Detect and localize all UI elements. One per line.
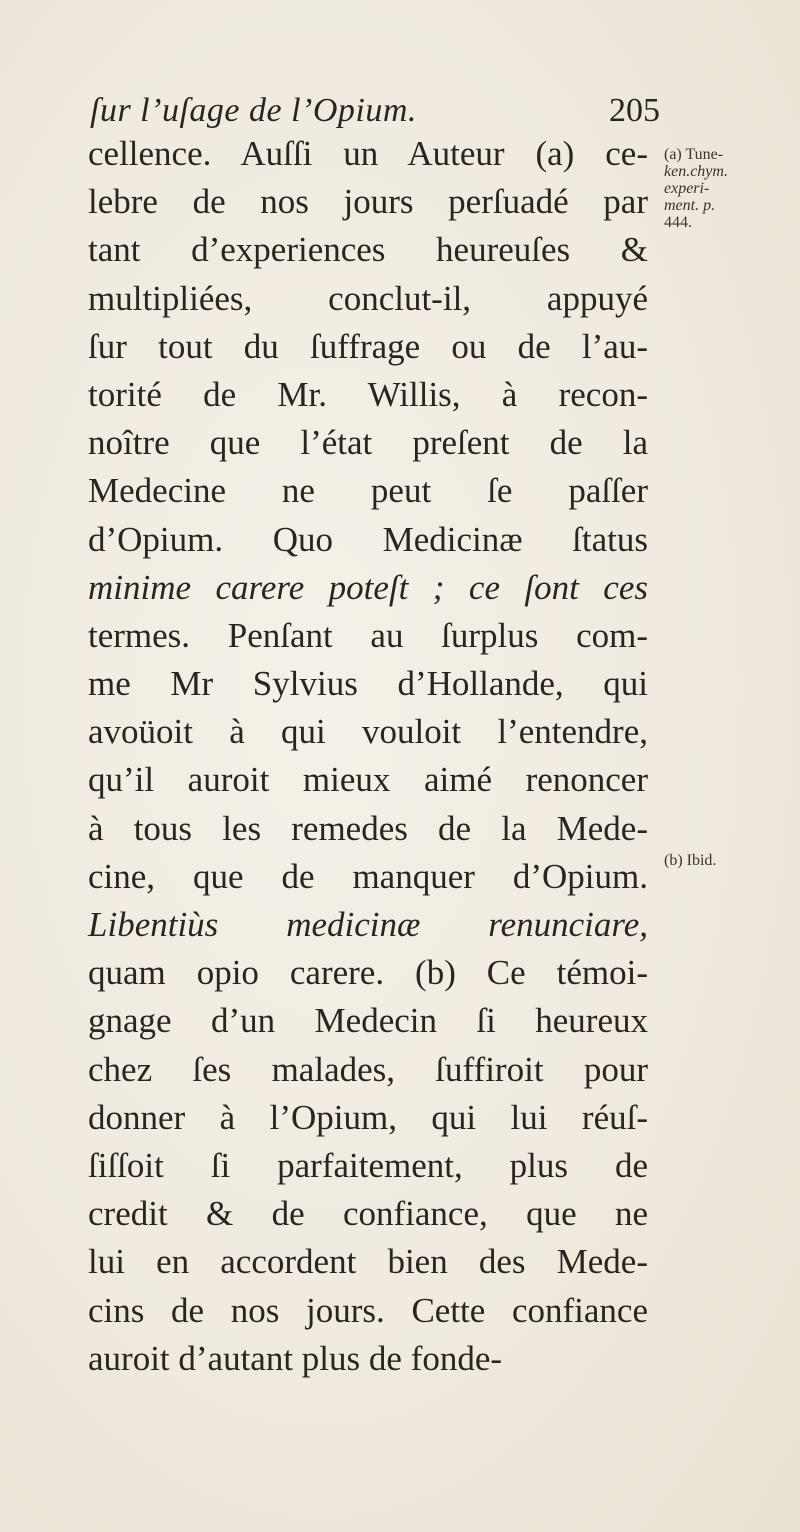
- text-line: multipliées, conclut-il, appuyé: [88, 278, 648, 318]
- text-line: cine, que de manquer d’Opium.: [88, 856, 648, 896]
- text-line: chez ſes malades, ſuffiroit pour: [88, 1049, 648, 1089]
- margin-note-line: (a) Tune-: [664, 146, 724, 163]
- text-line: lui en accordent bien des Mede-: [88, 1242, 648, 1282]
- text-line: minime carere poteſt ; ce ſont ces: [88, 567, 648, 607]
- body-text: [88, 130, 648, 1383]
- text-line: credit & de confiance, que ne: [88, 1194, 648, 1234]
- text-line: avoüoit à qui vouloit l’entendre,: [88, 712, 648, 752]
- text-line: gnage d’un Medecin ſi heureux: [88, 1001, 648, 1041]
- margin-note-line: ment. p.: [664, 197, 716, 214]
- text-line: d’Opium. Quo Medicinæ ſtatus: [88, 519, 648, 559]
- running-title: ſur l’uſage de l’Opium.: [90, 92, 417, 129]
- text-line: termes. Penſant au ſurplus com-: [88, 615, 648, 655]
- text-line: Medecine ne peut ſe paſſer: [88, 471, 648, 511]
- text-line: à tous les remedes de la Mede-: [88, 808, 648, 848]
- margin-note-a: [664, 146, 764, 231]
- margin-note-b: [664, 852, 764, 869]
- text-line: Libentiùs medicinæ renunciare,: [88, 905, 648, 944]
- text-line: qu’il auroit mieux aimé renoncer: [88, 760, 648, 800]
- text-line: tant d’experiences heureuſes &: [88, 230, 648, 270]
- margin-note-line: experi-: [664, 180, 710, 197]
- text-line: noître que l’état preſent de la: [88, 423, 648, 463]
- text-line: cins de nos jours. Cette confiance: [88, 1290, 648, 1330]
- text-line: me Mr Sylvius d’Hollande, qui: [88, 664, 648, 704]
- margin-note-line: (b) Ibid.: [664, 852, 717, 869]
- text-line: lebre de nos jours perſuadé par: [88, 182, 648, 222]
- text-line: ſur tout du ſuffrage ou de l’au-: [88, 326, 648, 366]
- text-line: donner à l’Opium, qui lui réuſ-: [88, 1097, 648, 1137]
- page-number: 205: [609, 92, 660, 129]
- text-line: auroit d’autant plus de fonde-: [88, 1338, 503, 1378]
- text-line: torité de Mr. Willis, à recon-: [88, 374, 648, 414]
- text-line: ſiſſoit ſi parfaitement, plus de: [88, 1145, 648, 1185]
- text-line: quam opio carere. (b) Ce témoi-: [88, 953, 648, 993]
- text-line: cellence. Auſſi un Auteur (a) ce-: [88, 134, 648, 173]
- margin-note-line: ken.chym.: [664, 163, 728, 180]
- margin-note-line: 444.: [664, 214, 692, 231]
